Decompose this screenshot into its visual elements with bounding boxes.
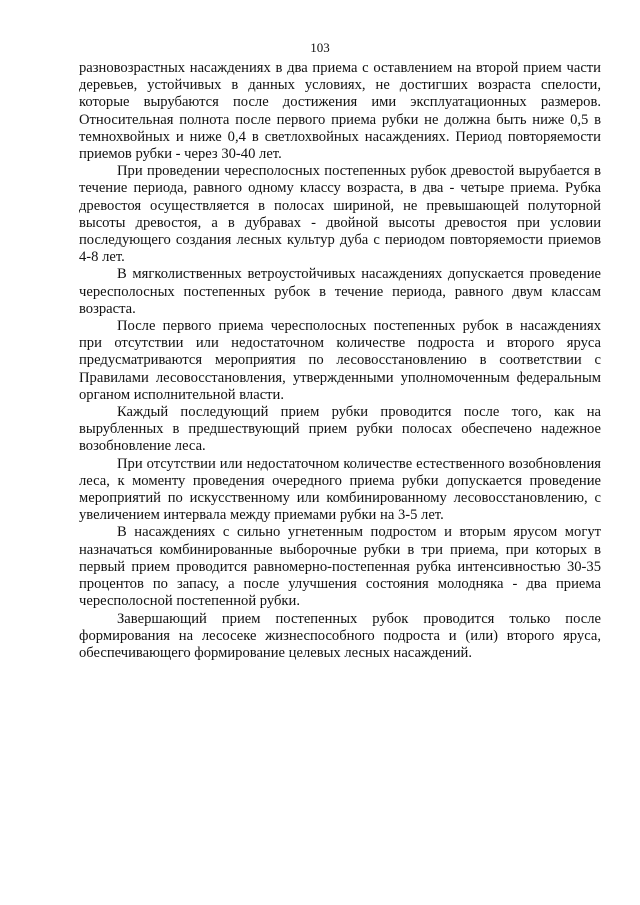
paragraph: При проведении чересполосных постепенных рубок древостой вырубается в течение периода, равного одному классу возраста, в два - четыре приема. Рубка древостоя осуществляется в полосах шириной, не превышающей полуторной высоты древостоя, а в дубравах - двойной высоты древостоя при условии последующего создания лесных культур дуба с периодом повторяемости приемов 4-8 лет. [79,163,601,266]
paragraph: После первого приема чересполосных постепенных рубок в насаждениях при отсутствии или недостаточном количестве подроста и второго яруса предусматриваются мероприятия по лесовосстановлению в соответствии с Правилами лесовосстановления, утвержденными уполномоченным федеральным органом исполнительной власти. [79,318,601,403]
paragraph: В мягколиственных ветроустойчивых насаждениях допускается проведение чересполосных постепенных рубок в течение периода, равного двум классам возраста. [79,266,601,317]
page-number: 103 [310,40,330,55]
paragraph: Каждый последующий прием рубки проводится после того, как на вырубленных в предшествующий прием рубки полосах обеспечено надежное возобновление леса. [79,404,601,455]
paragraph: В насаждениях с сильно угнетенным подростом и вторым ярусом могут назначаться комбинированные выборочные рубки в три приема, при которых в первый прием проводится равномерно-постепенная рубка интенсивностью 30-35 процентов по запасу, а после улучшения состояния молодняка - два приема чересполосной постепенной рубки. [79,524,601,610]
paragraph: разновозрастных насаждениях в два приема с оставлением на второй прием части деревьев, устойчивых в данных условиях, не достигших возраста спелости, которые вырубаются после достижения ими эксплуатационных размеров. Относительная полнота после первого приема рубки не должна быть ниже 0,5 в темнохвойных и ниже 0,4 в светлохвойных насаждениях. Период повторяемости приемов рубки - через 30-40 лет. [79,60,601,163]
paragraph: Завершающий прием постепенных рубок проводится только после формирования на лесосеке жизнеспособного подроста и (или) второго яруса, обеспечивающего формирование целевых лесных насаждений. [79,610,601,661]
document-body [79,60,601,662]
paragraph: При отсутствии или недостаточном количестве естественного возобновления леса, к моменту проведения очередного приема рубки допускается проведение мероприятий по искусственному или комбинированному лесовосстановлению, с увеличением интервала между приемами рубки на 3-5 лет. [79,455,601,524]
